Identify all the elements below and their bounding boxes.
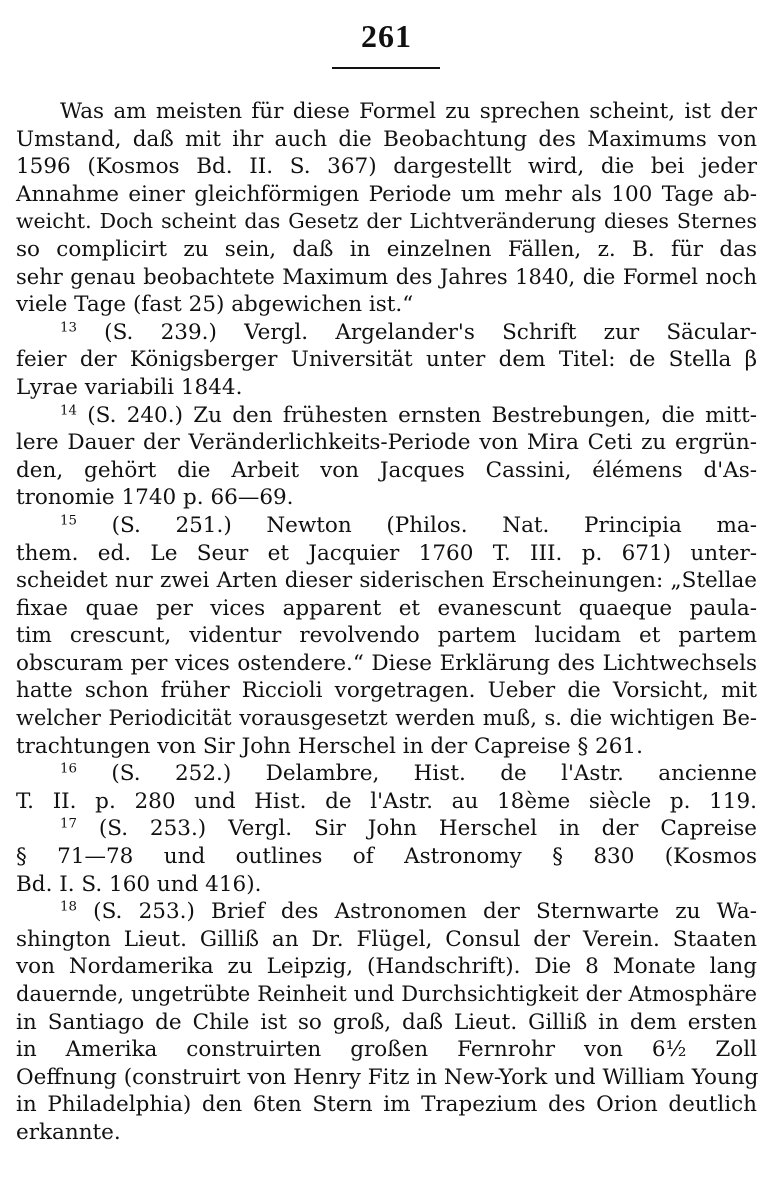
footnote-number: 13 (60, 320, 77, 336)
line-text: (S. 253.) Brief des Astronomen der Sternwarte zu Wa- (76, 899, 757, 925)
text-line (16, 595, 757, 623)
line-text: in Santiago de Chile ist so groß, daß Lieut. Gilliß in dem ersten (16, 1009, 757, 1035)
line-text: lere Dauer der Veränderlichkeits-Periode von Mira Ceti zu ergrün- (16, 430, 757, 456)
text-line (16, 346, 757, 374)
text-line (16, 429, 757, 457)
footnote-line (16, 319, 757, 347)
page-number: 261 (361, 18, 412, 54)
footnote-line (16, 512, 757, 540)
text-line (16, 926, 757, 954)
line-text: (S. 240.) Zu den frühesten ernsten Bestrebungen, die mitt- (76, 402, 757, 428)
line-text: trachtungen von Sir John Herschel in der Capreise § 261. (16, 733, 643, 759)
text-line (16, 1009, 757, 1037)
line-text: § 71—78 und outlines of Astronomy § 830 (Kosmos (16, 844, 757, 870)
line-text: hatte schon früher Riccioli vorgetragen. Ueber die Vorsicht, mit (16, 678, 757, 704)
line-text: tim crescunt, videntur revolvendo partem lucidam et partem (16, 623, 757, 649)
line-text: Annahme einer gleichförmigen Periode um mehr als 100 Tage ab- (16, 181, 757, 207)
text-line (16, 236, 757, 264)
line-text: shington Lieut. Gilliß an Dr. Flügel, Consul der Verein. Staaten (16, 926, 757, 952)
line-text: feier der Königsberger Universität unter dem Titel: de Stella β (16, 347, 757, 373)
footnote-line (16, 898, 757, 926)
line-text: tronomie 1740 p. 66—69. (16, 485, 294, 511)
text-line (16, 126, 757, 154)
line-text: Was am meisten für diese Formel zu sprechen scheint, ist der (60, 99, 757, 124)
line-text: (S. 252.) Delambre, Hist. de l'Astr. ancienne (76, 761, 757, 787)
footnote-line (16, 760, 757, 788)
text-line (16, 1064, 757, 1092)
line-text: T. II. p. 280 und Hist. de l'Astr. au 18ème siècle p. 119. (16, 788, 757, 814)
line-text: den, gehört die Arbeit von Jacques Cassini, élémens d'As- (16, 457, 757, 483)
text-line (16, 650, 757, 678)
line-text: von Nordamerika zu Leipzig, (Handschrift). Die 8 Monate lang (16, 954, 757, 980)
text-line (16, 705, 757, 733)
text-line (16, 457, 757, 485)
text-line (16, 677, 757, 705)
text-line (16, 1091, 757, 1119)
line-text: dauernde, ungetrübte Reinheit und Durchsichtigkeit der Atmosphäre (16, 982, 757, 1006)
footnote-number: 18 (60, 899, 77, 915)
line-text: Oeffnung (construirt von Henry Fitz in New-York und William Young (16, 1064, 759, 1090)
line-text: obscuram per vices ostendere.“ Diese Erklärung des Lichtwechsels (16, 650, 757, 676)
footnote-number: 14 (60, 403, 77, 419)
footnote-number: 16 (60, 761, 77, 777)
text-line (16, 871, 757, 899)
footnote-line (16, 815, 757, 843)
line-text: scheidet nur zwei Arten dieser siderischen Erscheinungen: „Stellae (16, 568, 757, 594)
text-line (16, 374, 757, 402)
line-text: Lyrae variabili 1844. (16, 374, 243, 400)
line-text: viele Tage (fast 25) abgewichen ist.“ (16, 292, 414, 318)
line-text: sehr genau beobachtete Maximum des Jahres 1840, die Formel noch (16, 264, 757, 289)
line-text: fixae quae per vices apparent et evanescunt quaeque paula- (16, 595, 757, 621)
text-line (16, 264, 757, 292)
text-line (16, 291, 757, 319)
text-line (16, 181, 757, 209)
page-text (16, 98, 757, 1147)
line-text: in Amerika construirten großen Fernrohr von 6½ Zoll (16, 1037, 757, 1063)
text-line (16, 981, 757, 1009)
text-line (16, 733, 757, 761)
text-line (16, 567, 757, 595)
line-text: welcher Periodicität vorausgesetzt werden muß, s. die wichtigen Be- (16, 706, 757, 731)
text-line (16, 843, 757, 871)
line-text: 1596 (Kosmos Bd. II. S. 367) dargestellt wird, die bei jeder (16, 154, 757, 180)
text-line (16, 953, 757, 981)
text-line (16, 484, 757, 512)
line-text: (S. 253.) Vergl. Sir John Herschel in der Capreise (76, 816, 757, 842)
line-text: so complicirt zu sein, daß in einzelnen Fällen, z. B. für das (16, 236, 757, 262)
footnote-number: 15 (60, 513, 77, 529)
footnote-line (16, 402, 757, 430)
text-line (16, 1119, 757, 1147)
text-line (16, 153, 757, 181)
line-text: erkannte. (16, 1119, 121, 1145)
text-line (16, 98, 757, 126)
line-text: Umstand, daß mit ihr auch die Beobachtung des Maximums von (16, 126, 757, 152)
text-line (16, 540, 757, 568)
header-rule (332, 67, 440, 69)
line-text: (S. 251.) Newton (Philos. Nat. Principia ma- (76, 512, 757, 538)
text-line (16, 208, 757, 236)
line-text: (S. 239.) Vergl. Argelander's Schrift zur Säcular- (76, 319, 757, 345)
text-line (16, 622, 757, 650)
line-text: them. ed. Le Seur et Jacquier 1760 T. III. p. 671) unter- (16, 540, 757, 566)
line-text: in Philadelphia) den 6ten Stern im Trapezium des Orion deutlich (16, 1092, 757, 1118)
text-line (16, 1036, 757, 1064)
footnote-number: 17 (60, 817, 77, 833)
line-text: Bd. I. S. 160 und 416). (16, 871, 262, 897)
line-text: weicht. Doch scheint das Gesetz der Lichtveränderung dieses Sternes (16, 209, 757, 234)
text-line (16, 788, 757, 816)
